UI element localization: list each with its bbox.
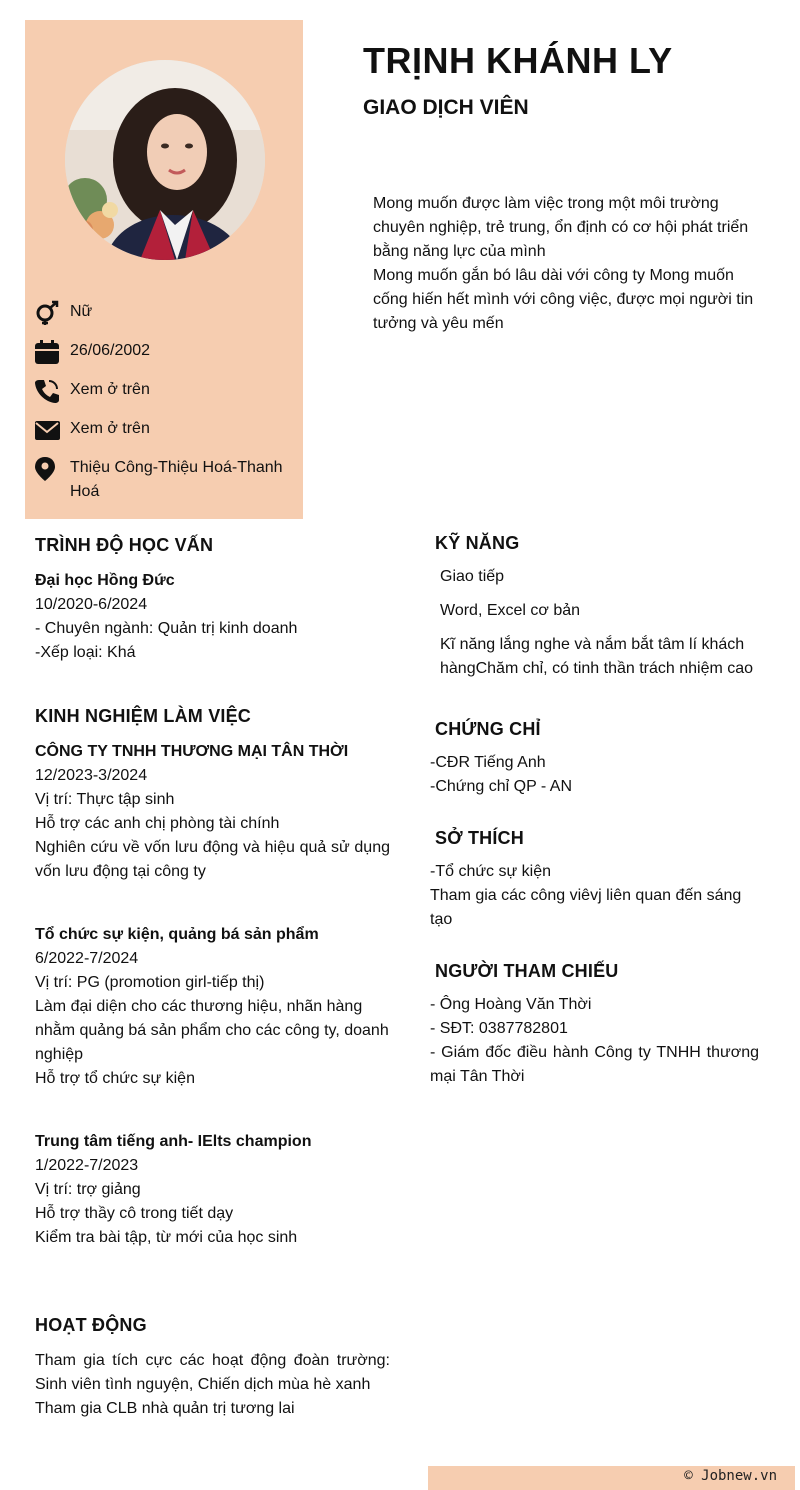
education-section xyxy=(35,569,390,665)
education-period: 10/2020-6/2024 xyxy=(35,596,148,613)
footer-credit[interactable]: © Jobnew.vn xyxy=(684,1468,777,1484)
contact-phone xyxy=(34,378,296,402)
school-name: Đại học Hồng Đức xyxy=(35,572,175,589)
company-name: Trung tâm tiếng anh- IElts champion xyxy=(35,1133,312,1150)
skill-item: Word, Excel cơ bản xyxy=(440,602,581,619)
calendar-icon xyxy=(34,339,62,363)
activity-line: Tham gia tích cực các hoạt động đoàn trường: Sinh viên tình nguyện, Chiến dịch mùa hè xanh xyxy=(35,1352,390,1393)
experience-item xyxy=(35,1130,390,1250)
references-heading: NGƯỜI THAM CHIẾU xyxy=(435,961,619,981)
contact-address xyxy=(34,456,296,504)
reference-item: - Giám đốc điều hành Công ty TNHH thương mại Tân Thời xyxy=(430,1044,759,1085)
skill-item: Giao tiếp xyxy=(440,568,505,585)
hobby-item: Tham gia các công viêvj liên quan đến sáng tạo xyxy=(430,887,742,928)
job-line: Hỗ trợ tổ chức sự kiện xyxy=(35,1070,195,1087)
hobbies-section xyxy=(430,860,760,932)
job-period: 1/2022-7/2023 xyxy=(35,1157,139,1174)
hobby-item: -Tổ chức sự kiện xyxy=(430,863,552,880)
candidate-name: TRỊNH KHÁNH LY xyxy=(363,40,673,81)
phone-value: Xem ở trên xyxy=(70,381,150,398)
company-name: Tổ chức sự kiện, quảng bá sản phẩm xyxy=(35,926,319,943)
portrait-photo xyxy=(65,60,265,260)
education-major: - Chuyên ngành: Quản trị kinh doanh xyxy=(35,620,298,637)
hobbies-heading: SỞ THÍCH xyxy=(435,828,524,848)
certificates-heading: CHỨNG CHỈ xyxy=(435,719,541,739)
job-period: 6/2022-7/2024 xyxy=(35,950,139,967)
location-pin-icon xyxy=(34,456,62,480)
avatar xyxy=(65,60,265,260)
activity-line: Tham gia CLB nhà quản trị tương lai xyxy=(35,1400,295,1417)
gender-value: Nữ xyxy=(70,303,93,320)
job-period: 12/2023-3/2024 xyxy=(35,767,148,784)
references-section xyxy=(430,993,759,1089)
activities-heading: HOẠT ĐỘNG xyxy=(35,1315,147,1335)
skill-item: Kĩ năng lắng nghe và nắm bắt tâm lí khách hàngChăm chỉ, có tinh thần trách nhiệm cao xyxy=(440,636,754,677)
experience-heading: KINH NGHIỆM LÀM VIỆC xyxy=(35,706,252,726)
certificate-item: -CĐR Tiếng Anh xyxy=(430,754,546,771)
contact-gender xyxy=(34,300,296,324)
skills-heading: KỸ NĂNG xyxy=(435,533,520,553)
contact-birthday xyxy=(34,339,296,363)
career-objective xyxy=(373,192,773,336)
education-rank: -Xếp loại: Khá xyxy=(35,644,136,661)
activities-section xyxy=(35,1349,390,1421)
certificate-item: -Chứng chỉ QP - AN xyxy=(430,778,573,795)
objective-line: Mong muốn được làm việc trong một môi trường chuyên nghiệp, trẻ trung, ổn định có cơ hội phát triển bằng năng lực của mình xyxy=(373,195,749,260)
job-line: Vị trí: trợ giảng xyxy=(35,1181,141,1198)
job-line: Làm đại diện cho các thương hiệu, nhãn hàng nhằm quảng bá sản phẩm cho các công ty, doanh nghiệp xyxy=(35,998,389,1063)
footer-bar xyxy=(428,1466,795,1490)
experience-item xyxy=(35,923,390,1091)
job-line: Nghiên cứu về vốn lưu động và hiệu quả sử dụng vốn lưu động tại công ty xyxy=(35,839,390,880)
contact-email xyxy=(34,417,296,441)
education-heading: TRÌNH ĐỘ HỌC VẤN xyxy=(35,535,214,555)
job-line: Kiểm tra bài tập, từ mới của học sinh xyxy=(35,1229,298,1246)
address-value: Thiệu Công-Thiệu Hoá-Thanh Hoá xyxy=(70,459,283,500)
reference-item: - SĐT: 0387782801 xyxy=(430,1020,568,1037)
job-line: Hỗ trợ thầy cô trong tiết dạy xyxy=(35,1205,234,1222)
reference-item: - Ông Hoàng Văn Thời xyxy=(430,996,592,1013)
email-value: Xem ở trên xyxy=(70,420,150,437)
experience-item xyxy=(35,740,390,884)
company-name: CÔNG TY TNHH THƯƠNG MẠI TÂN THỜI xyxy=(35,743,349,760)
job-line: Vị trí: PG (promotion girl-tiếp thị) xyxy=(35,974,265,991)
mail-icon xyxy=(34,417,62,441)
job-title: GIAO DỊCH VIÊN xyxy=(363,96,529,119)
job-line: Hỗ trợ các anh chị phòng tài chính xyxy=(35,815,280,832)
job-line: Vị trí: Thực tập sinh xyxy=(35,791,175,808)
certificates-section xyxy=(430,751,760,799)
objective-line: Mong muốn gắn bó lâu dài với công ty Mong muốn cống hiến hết mình với công việc, được mọi người tin tưởng và yêu mến xyxy=(373,267,754,332)
gender-icon xyxy=(34,300,62,324)
phone-icon xyxy=(34,378,62,402)
birthday-value: 26/06/2002 xyxy=(70,342,151,359)
